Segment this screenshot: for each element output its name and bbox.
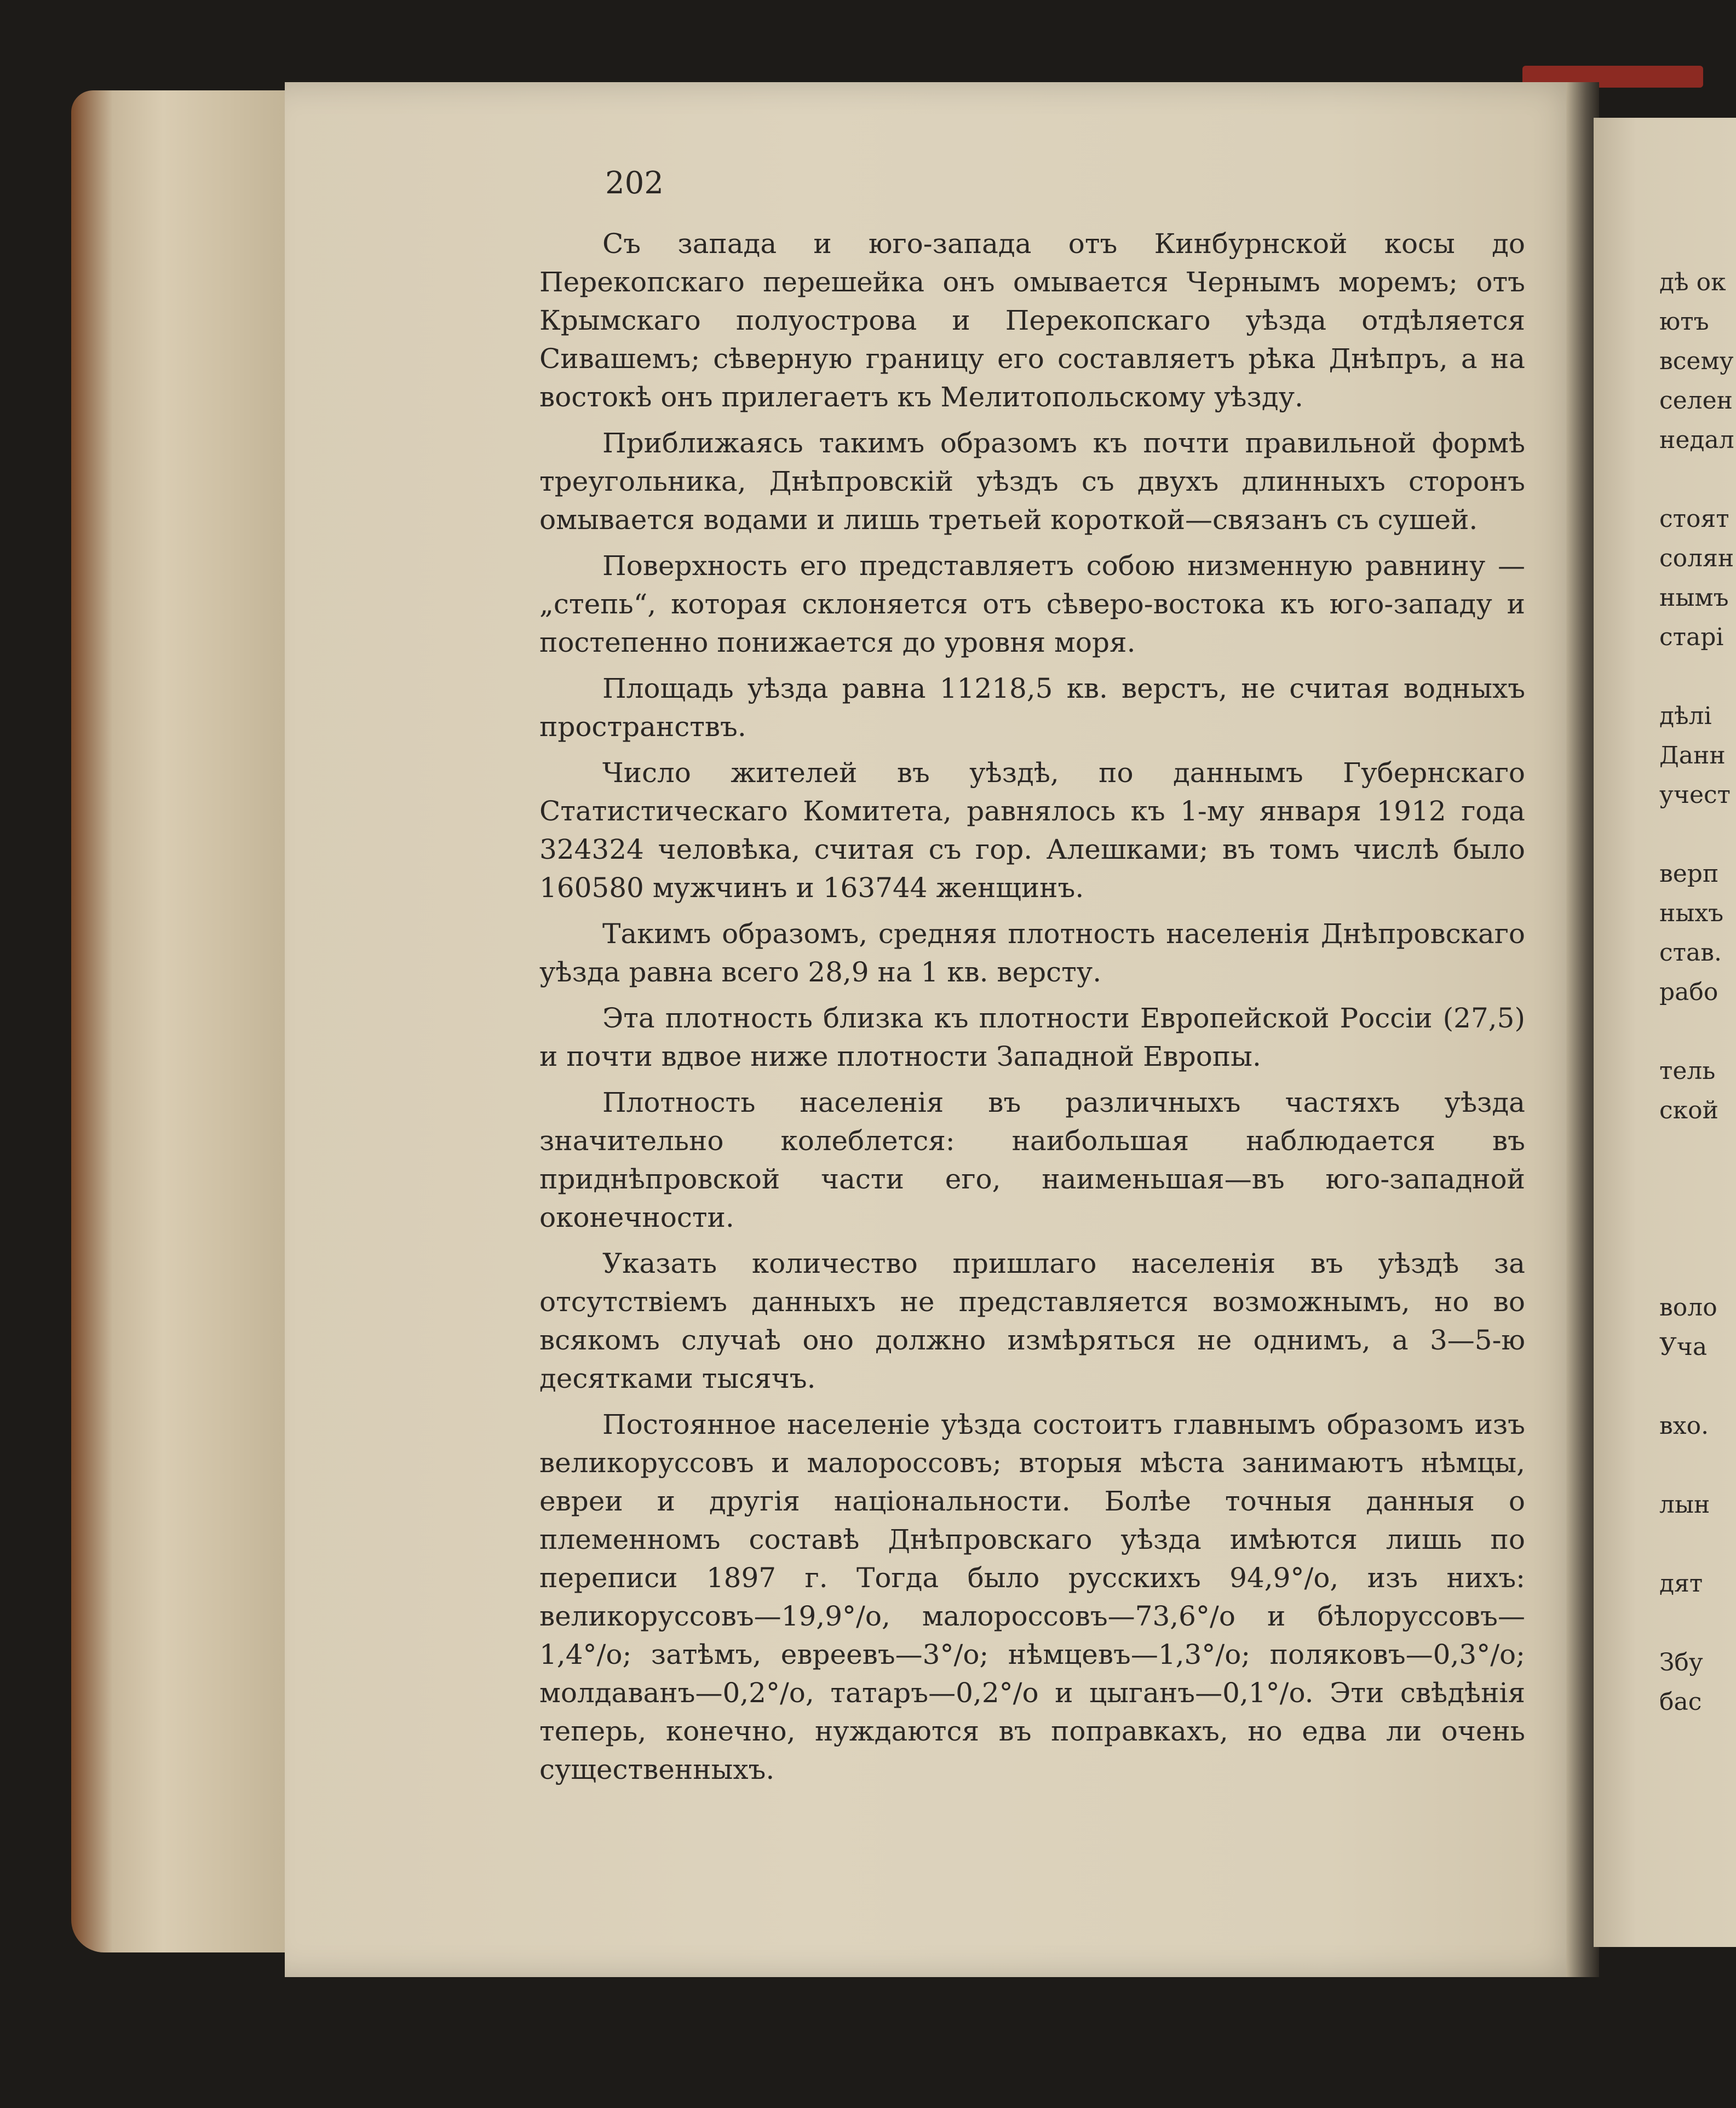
paragraph: Постоянное населеніе уѣзда состоитъ главнымъ образомъ изъ великоруссовъ и малороссовъ; вторыя мѣста занимаютъ нѣмцы, евреи и другія національности. Болѣе точныя данныя о племенномъ составѣ Днѣпровскаго уѣзда имѣются лишь по переписи 1897 г. Тогда было русскихъ 94,9°/o, изъ нихъ: великоруссовъ—19,9°/o, малороссовъ—73,6°/o и бѣлоруссовъ—1,4°/o; затѣмъ, евреевъ—3°/o; нѣмцевъ—1,3°/o; поляковъ—0,3°/o; молдаванъ—0,2°/o, татаръ—0,2°/o и цыганъ—0,1°/o. Эти свѣдѣнія теперь, конечно, нуждаются въ поправкахъ, но едва ли очень существенныхъ. [539,1409,1525,1785]
right-page-fragment [1659,1446,1736,1485]
right-page-fragment [1659,815,1736,854]
right-page-fragment [1659,1525,1736,1564]
paragraph: Указать количество пришлаго населенія въ уѣздѣ за отсутствіемъ данныхъ не представляется возможнымъ, но во всякомъ случаѣ оно должно измѣряться не однимъ, а 3—5-ю десятками тысячъ. [539,1248,1525,1394]
paragraph: Эта плотность близка къ плотности Европейской Россіи (27,5) и почти вдвое ниже плотности Западной Европы. [539,1002,1525,1072]
paragraph: Число жителей въ уѣздѣ, по даннымъ Губернскаго Статистическаго Комитета, равнялось къ 1-му января 1912 года 324324 человѣка, считая съ гор. Алешками; въ томъ числѣ было 160580 мужчинъ и 163744 женщинъ. [539,757,1525,904]
right-page-fragment: ской [1659,1096,1718,1124]
right-page-fragment: вхо. [1659,1412,1709,1440]
right-page-fragment: тель [1659,1057,1716,1085]
right-page-fragment: дят [1659,1570,1703,1598]
right-page-fragment: воло [1659,1294,1717,1322]
right-page-fragment: старі [1659,623,1724,651]
right-page-fragment [1659,1170,1736,1209]
paragraph: Съ запада и юго-запада отъ Кинбурнской косы до Перекопскаго перешейка онъ омывается Чернымъ моремъ; отъ Крымскаго полуострова и Перекопскаго уѣзда отдѣляется Сивашемъ; сѣверную границу его составляетъ рѣка Днѣпръ, а на востокѣ онъ прилегаетъ къ Мелитопольскому уѣзду. [539,228,1525,413]
right-page-fragment: рабо [1659,978,1718,1006]
page-number: 202 [605,165,664,201]
right-page-fragment [1659,460,1736,499]
page-text [539,164,1525,1796]
right-page-fragment: ютъ [1659,308,1709,336]
right-page-fragment [1659,657,1736,697]
paragraph: Приближаясь такимъ образомъ къ почти правильной формѣ треугольника, Днѣпровскій уѣздъ съ двухъ длинныхъ сторонъ омывается водами и лишь третьей короткой—связанъ съ сушей. [539,427,1525,536]
right-page-fragment: всему [1659,347,1734,375]
paragraph: Поверхность его представляетъ собою низменную равнину —„степь“, которая склоняется отъ сѣверо-востока къ юго-западу и постепенно понижается до уровня моря. [539,550,1525,658]
right-page-fragment [1659,1130,1736,1170]
right-page-fragment: верп [1659,860,1719,888]
right-page-fragment: дѣлі [1659,702,1712,730]
right-page-fragment: дѣ ок [1659,268,1726,296]
page-stack-edges [71,90,301,1952]
right-page-fragment: учест [1659,781,1731,809]
right-page-text-fragments [1659,263,1736,1722]
right-page-fragment: недал [1659,426,1734,454]
right-page-fragment: бас [1659,1688,1702,1716]
paragraph: Плотность населенія въ различныхъ частяхъ уѣзда значительно колеблется: наибольшая наблюдается въ приднѣпровской части его, наименьшая—въ юго-западной оконечности. [539,1087,1525,1233]
right-page-fragment: Данн [1659,742,1726,769]
right-page-fragment: Збу [1659,1649,1703,1676]
right-page-fragment: ныхъ [1659,899,1724,927]
right-page-fragment [1659,1012,1736,1052]
right-page-fragment: нымъ [1659,584,1729,612]
right-page-fragment: стоят [1659,505,1729,533]
right-page-fragment [1659,1209,1736,1249]
right-page-fragment: став. [1659,939,1722,967]
right-page-fragment [1659,1367,1736,1406]
right-page-fragment: лын [1659,1491,1710,1519]
right-page-fragment: селен [1659,387,1733,415]
paragraph: Площадь уѣзда равна 11218,5 кв. верстъ, не считая водныхъ пространствъ. [539,673,1525,743]
right-page-fragment: солян [1659,544,1734,572]
right-page-fragment [1659,1604,1736,1643]
right-page-fragment [1659,1249,1736,1288]
paragraph: Такимъ образомъ, средняя плотность населенія Днѣпровскаго уѣзда равна всего 28,9 на 1 кв. версту. [539,918,1525,988]
right-page-fragment: Уча [1659,1333,1708,1361]
